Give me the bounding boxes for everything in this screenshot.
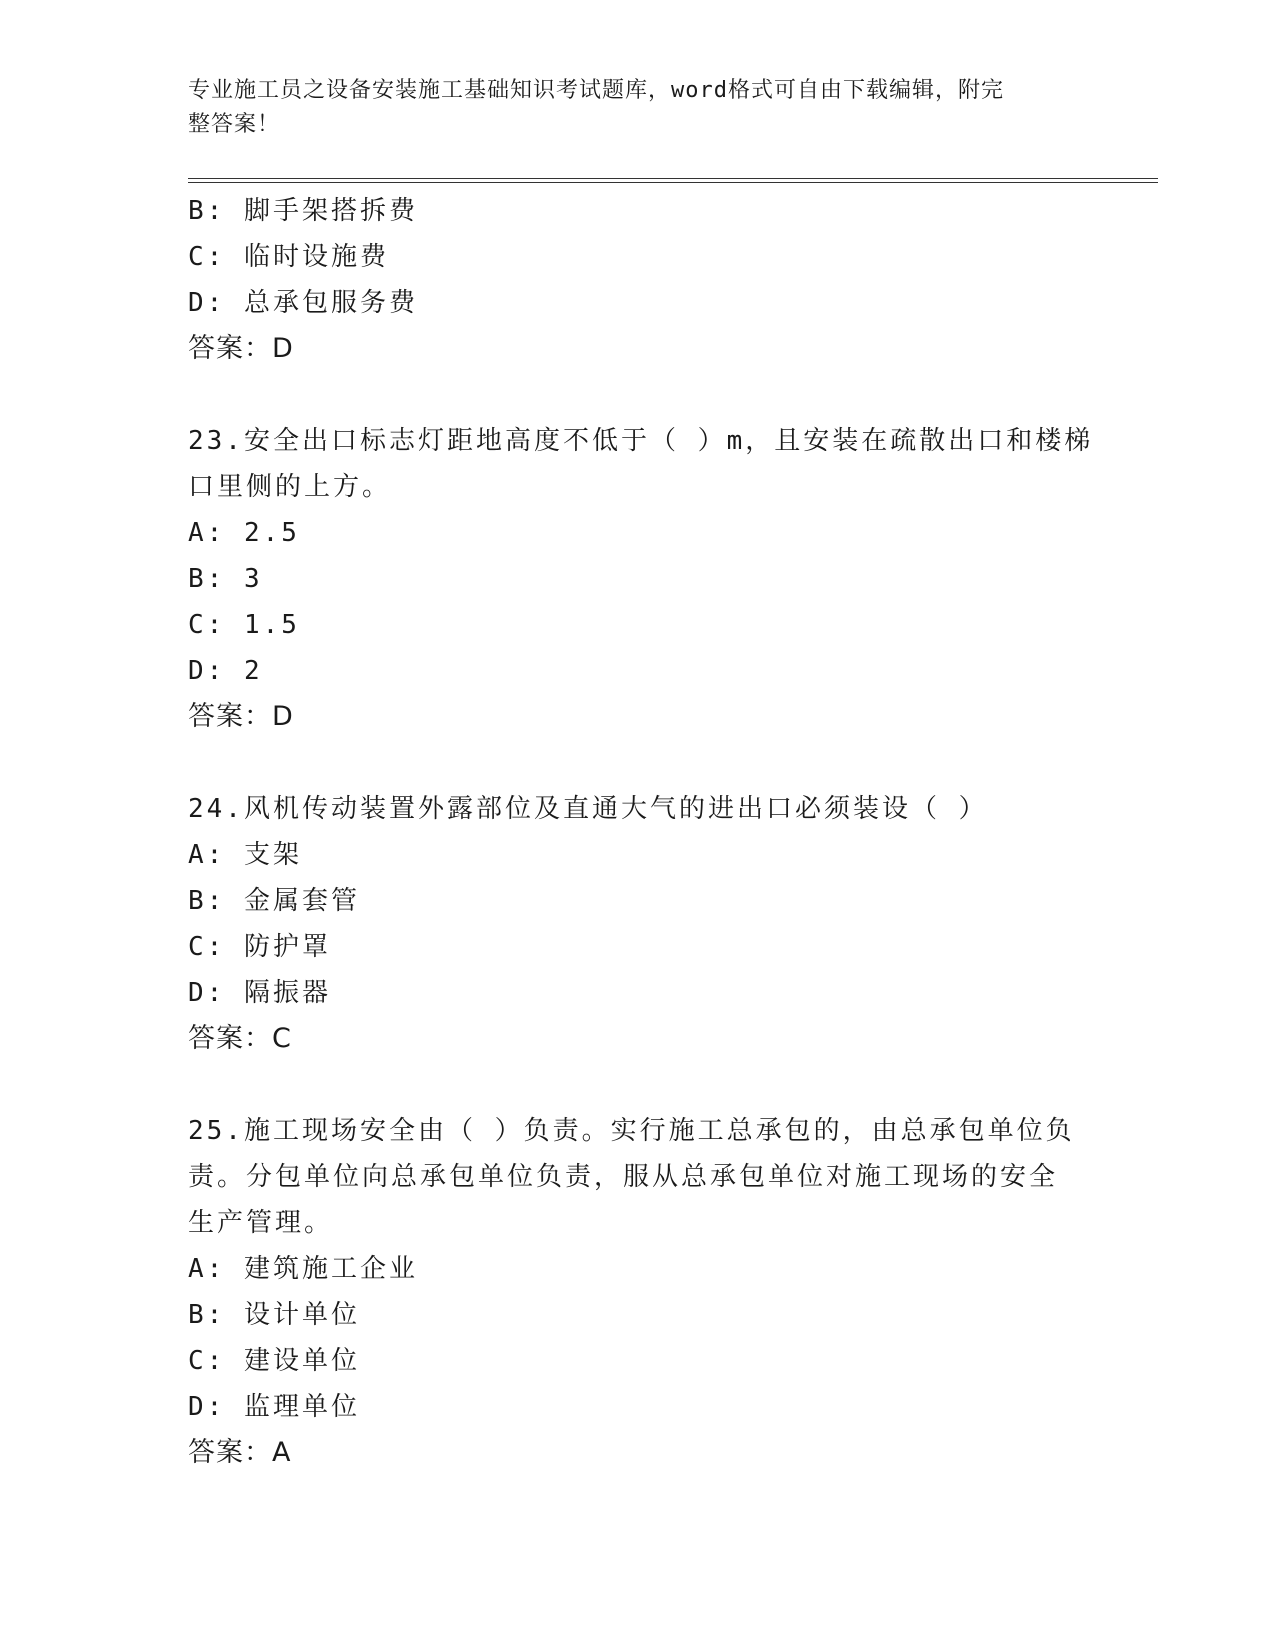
stem-line: 生产管理。	[188, 1208, 334, 1238]
question-25	[188, 1108, 1088, 1476]
option-d: D: 监理单位	[188, 1392, 360, 1422]
answer-line: 答案：D	[188, 333, 294, 364]
option-b: B: 设计单位	[188, 1300, 360, 1330]
document-header	[188, 74, 1068, 142]
header-line-2: 整答案！	[188, 112, 281, 137]
question-list	[188, 188, 1094, 1476]
option-a: A: 建筑施工企业	[188, 1254, 418, 1284]
option-b: B: 脚手架搭拆费	[188, 196, 418, 226]
option-c: C: 建设单位	[188, 1346, 360, 1376]
option-a: A: 支架	[188, 840, 302, 870]
option-a: A: 2.5	[188, 518, 300, 548]
stem-line: 23.安全出口标志灯距地高度不低于（ ）m，且安装在疏散出口和楼梯	[188, 426, 1094, 456]
answer-line: 答案：C	[188, 1023, 292, 1054]
question-22-continued	[188, 188, 1088, 372]
option-c: C: 临时设施费	[188, 242, 389, 272]
header-divider	[188, 178, 1158, 183]
question-23	[188, 418, 1094, 740]
option-d: D: 总承包服务费	[188, 288, 418, 318]
option-d: D: 隔振器	[188, 978, 331, 1008]
option-c: C: 防护罩	[188, 932, 331, 962]
option-b: B: 3	[188, 564, 263, 594]
question-stem	[188, 418, 1094, 510]
question-24	[188, 786, 1088, 1062]
stem-line: 口里侧的上方。	[188, 472, 392, 502]
option-c: C: 1.5	[188, 610, 300, 640]
stem-line: 24.风机传动装置外露部位及直通大气的进出口必须装设（ ）	[188, 794, 988, 824]
question-stem	[188, 786, 1088, 832]
answer-line: 答案：A	[188, 1437, 292, 1468]
answer-line: 答案：D	[188, 701, 294, 732]
header-line-1: 专业施工员之设备安装施工基础知识考试题库，word格式可自由下载编辑，附完	[188, 78, 1004, 103]
option-d: D: 2	[188, 656, 263, 686]
option-b: B: 金属套管	[188, 886, 360, 916]
question-stem	[188, 1108, 1088, 1246]
stem-line: 责。分包单位向总承包单位负责，服从总承包单位对施工现场的安全	[188, 1162, 1059, 1192]
stem-line: 25.施工现场安全由（ ）负责。实行施工总承包的，由总承包单位负	[188, 1116, 1075, 1146]
